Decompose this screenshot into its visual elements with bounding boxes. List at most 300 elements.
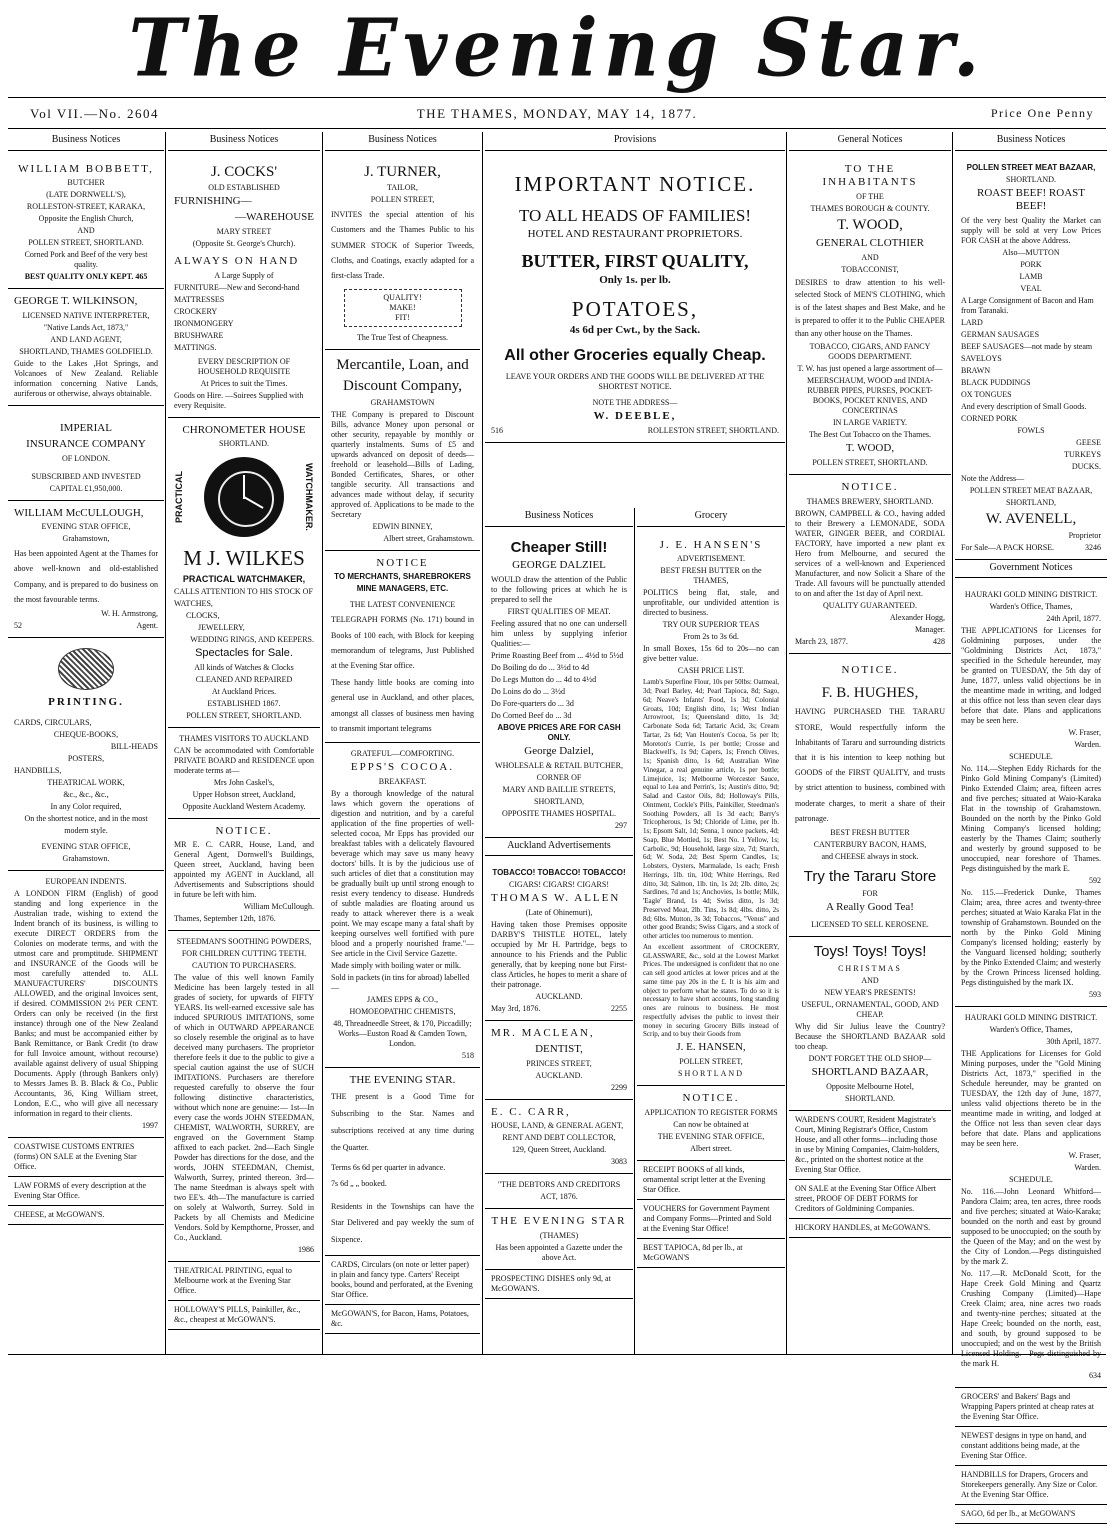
ad-title: NOTICE. xyxy=(841,663,899,676)
ad-title: NOTICE. xyxy=(682,1091,740,1104)
column-4b xyxy=(637,508,785,1354)
mccullough-ad xyxy=(8,501,164,639)
telegraph-notice xyxy=(325,551,480,743)
ad-text: BILL-HEADS xyxy=(110,741,158,751)
column-divider xyxy=(165,132,166,1354)
hughes-notice xyxy=(789,654,951,938)
ad-text: Can now be obtained at xyxy=(673,1119,749,1129)
ad-text: No. 114.—Stephen Eddy Richards for the Pinko Gold Mining Company's (Limited) Pinko Extended Claim; area, fifteen acres and five perches; situated at Waio-Karaka Flat in the township of Grahamstown. Bounded on the north by the Pinko Gold Mining Company's licensed holding; easterly by the Thames Claim; southerly and westerly by ground supposed to be unoccupied, near foreshore of Thames. Pegs distinguished by the mark E. xyxy=(961,764,1101,874)
ad-text: AND LAND AGENT, xyxy=(50,335,122,344)
sago-ad: SAGO, 6d per lb., at McGOWAN'S xyxy=(955,1505,1107,1524)
ad-text: An excellent assortment of CROCKERY, GLASSWARE, &c., sold at the Lowest Market Prices. The undersigned is confident that no one can sell good articles at lower prices and at the same time pay 20s in the £. It is his aim and object to perform what he states. To do so it is necessary to have short accounts, long standing ones are ruinous to business. He most respectfully advises the public to invest their money in securing Grocery Bills instead of Scrip, and to buy their Goods from xyxy=(643,942,779,1039)
ad-text: ESTABLISHED 1867. xyxy=(207,698,281,708)
ad-text: 1986 xyxy=(298,1245,314,1255)
ad-text: CAUTION TO PURCHASERS. xyxy=(192,961,296,971)
ad-text: modern style. xyxy=(64,825,108,835)
avenell-ad xyxy=(955,157,1107,560)
ad-text: SHORTLAND. xyxy=(1006,174,1056,184)
ad-text: Feeling assured that no one can undersell him unless by supplying inferior Qualities:— xyxy=(491,619,627,648)
column-divider xyxy=(786,132,787,1354)
ad-text: MARY STREET xyxy=(216,226,272,236)
list-item: LAMB xyxy=(1019,272,1043,281)
ad-text: CIGARS! CIGARS! CIGARS! xyxy=(508,880,609,890)
ad-text: BUTTER, FIRST QUALITY, xyxy=(521,250,749,271)
ad-title: IMPERIAL xyxy=(60,422,112,434)
ad-text: CHEQUE-BOOKS, xyxy=(53,729,119,739)
ad-text: Why did Sir Julius leave the Country? Because the SHORTLAND BAZAAR sold too cheap. xyxy=(795,1022,945,1052)
ad-text: T. WOOD, xyxy=(837,217,903,233)
ad-text: CORNER OF xyxy=(536,772,582,782)
ad-text: TRY OUR SUPERIOR TEAS xyxy=(662,620,760,630)
ad-text: TOBACCO, CIGARS, AND FANCY GOODS DEPARTMENT. xyxy=(809,342,931,362)
ad-text: FIRST QUALITIES OF MEAT. xyxy=(507,607,611,616)
ad-text: 129, Queen Street, Auckland. xyxy=(511,1145,607,1155)
price-row: Do Fore-quarters do ... 3d xyxy=(491,699,574,708)
ad-text: In small Boxes, 15s 6d to 20s—no can give better value. xyxy=(643,644,779,664)
column-divider xyxy=(952,132,953,1354)
ad-text: Warden. xyxy=(1074,1163,1101,1173)
ad-text: TO MERCHANTS, SHAREBROKERS xyxy=(334,572,471,582)
ad-text: "THE DEBTORS AND CREDITORS xyxy=(497,1180,621,1190)
column-heading: Auckland Advertisements xyxy=(485,838,633,857)
list-item: MATTRESSES xyxy=(174,294,225,304)
ad-text: "Native Lands Act, 1873," xyxy=(43,323,129,332)
ad-text: BREAKFAST. xyxy=(378,776,427,786)
ad-text: FOWLS xyxy=(1017,426,1045,435)
ad-text: 516 ROLLESTON STREET, SHORTLAND. xyxy=(491,425,779,435)
ad-text: TOBACCONIST, xyxy=(841,264,899,274)
hickory-ad: HICKORY HANDLES, at McGOWAN'S. xyxy=(789,1219,951,1238)
mercantile-ad xyxy=(325,350,480,551)
ad-text: SHORTLAND. xyxy=(219,439,269,449)
ad-text: ROAST BEEF! ROAST BEEF! xyxy=(977,186,1085,213)
ad-text: GRATEFUL—COMFORTING. xyxy=(350,748,455,758)
ad-text: EDWIN BINNEY, xyxy=(372,521,433,531)
ad-text: PRINCES STREET, xyxy=(526,1058,592,1068)
list-item: GERMAN SAUSAGES xyxy=(961,330,1040,339)
price-row: Do Corned Beef do ... 3d xyxy=(491,711,572,720)
column-divider xyxy=(482,132,483,1354)
ad-text: Corned Pork and Beef of the very best quality. xyxy=(24,250,148,270)
ad-text: Try the Tararu Store xyxy=(803,867,937,885)
ad-text: GENERAL CLOTHIER xyxy=(815,236,925,249)
column-heading: Grocery xyxy=(637,508,785,527)
ad-text: GEESE xyxy=(1076,438,1101,447)
quality-box: QUALITY! MAKE! FIT! xyxy=(344,289,462,327)
hauraki-notice-1 xyxy=(955,584,1107,1007)
ad-text: MEERSCHAUM, WOOD and INDIA-RUBBER PIPES, PURSES, POCKET-BOOKS, POCKET KNIVES, AND CONCERTINAS xyxy=(806,376,934,416)
holloway-ad: HOLLOWAY'S PILLS, Painkiller, &c., &c., cheapest at McGOWAN'S. xyxy=(168,1301,320,1330)
ad-title: NOTICE. xyxy=(841,481,899,494)
ad-text: IN LARGE VARIETY. xyxy=(832,418,907,428)
ad-title: POLLEN STREET MEAT BAZAAR, xyxy=(966,162,1096,172)
ad-text: FOR CHILDREN CUTTING TEETH. xyxy=(181,949,307,959)
ad-text: GRAHAMSTOWN xyxy=(370,397,435,407)
column-5 xyxy=(789,132,951,1352)
ad-text: 634 xyxy=(1089,1371,1101,1381)
ad-text: Manager. xyxy=(915,624,945,634)
ad-text: WOULD draw the attention of the Public to the following prices at which he is prepared to sell the xyxy=(491,575,627,604)
column-heading: Government Notices xyxy=(955,560,1107,579)
ad-text: 1997 xyxy=(142,1120,158,1130)
ad-text: DON'T FORGET THE OLD SHOP— xyxy=(808,1054,932,1064)
ad-text: LICENSED TO SELL KEROSENE. xyxy=(811,920,929,930)
ad-text: THEATRICAL WORK, xyxy=(47,777,125,787)
ad-text: THE present is a Good Time for Subscribing to the Star. Names and subscriptions received at any time during the Quarter. xyxy=(331,1092,474,1152)
ad-text: SHORTLAND BAZAAR, xyxy=(811,1066,929,1079)
ad-text: Sold in packets (in tins for abroad) labelled— xyxy=(331,972,470,992)
ad-text: T. W. has just opened a large assortment of— xyxy=(797,364,943,374)
ad-text: J. E. HANSEN, xyxy=(676,1041,746,1053)
mcgowan-ad: McGOWAN'S, for Bacon, Hams, Potatoes, &c. xyxy=(325,1305,480,1334)
ad-text: FOR xyxy=(862,888,878,898)
ad-text: George Dalziel, xyxy=(524,745,594,757)
ad-text: DENTIST, xyxy=(535,1042,583,1055)
handbills-ad: HANDBILLS for Drapers, Grocers and Storekeepers generally. Any Size or Color. At the Evening Star Office. xyxy=(955,1466,1107,1505)
ad-text: HANDBILLS, xyxy=(14,765,62,775)
ad-text: 24th April, 1877. xyxy=(1046,614,1101,624)
list-item: BRUSHWARE xyxy=(174,330,224,340)
ad-text: Residents in the Townships can have the Star Delivered and pay weekly the sum of Sixpence. xyxy=(331,1201,474,1245)
ad-text: Has been appointed Agent at the Thames for above well-known and old-established Company, and is prepared to do business on the most favourable terms. xyxy=(14,549,158,604)
list-item: CROCKERY xyxy=(174,306,218,316)
toys-ad xyxy=(789,937,951,1111)
gazette-ad xyxy=(485,1209,633,1270)
maclean-ad xyxy=(485,1021,633,1100)
ad-text: Upper Hobson street, Auckland, xyxy=(192,789,296,799)
ad-text: NEW YEAR'S PRESENTS! xyxy=(824,988,916,998)
column-heading: Provisions xyxy=(485,132,785,151)
ad-text: HOUSE, LAND, & GENERAL AGENT, xyxy=(491,1121,624,1131)
ad-text: THOMAS W. ALLEN xyxy=(491,892,621,905)
ad-text: —WAREHOUSE xyxy=(235,211,314,223)
ad-text: W. AVENELL, xyxy=(985,511,1077,527)
ad-text: BROWN, CAMPBELL & CO., having added to their Brewery a LEMONADE, SODA WATER, GINGER BEER, and CORDIAL FACTORY, have imported a new plant ex Hero from Melbourne, and secured the services of a well-known and Experienced Manufacturer, and now Solicit a Share of the Trade. All favours will be punctually attended to on and after the 1st day of April next. xyxy=(795,508,945,598)
ad-text: INVITES the special attention of his Customers and the Thames Public to his SUMMER STOCK of Superior Tweeds, Cloths, and Coatings, exactly adapted for a first-class Trade. xyxy=(331,210,474,280)
column-heading: Business Notices xyxy=(168,132,320,151)
ad-text: 3083 xyxy=(611,1157,627,1167)
ad-text: BEST FRESH BUTTER on the THAMES, xyxy=(660,566,762,586)
ad-text: ALWAYS ON HAND xyxy=(174,254,300,267)
ad-text: No. 116.—John Leonard Whitford—Pandora Claim; area, ten acres, three roods and five perches; situated at Waio-Karaka; bounded on the north and east by ground supposed to be unoccupied; on the south by the Queen of the May; and on the west by the City of London.—Pegs distinguished by the mark Z. xyxy=(961,1187,1101,1267)
price-row: Do Loins do do ... 3½d xyxy=(491,687,565,696)
ad-title: THE EVENING STAR. xyxy=(349,1073,456,1086)
ad-text: Of the very best Quality the Market can supply will be sold at very Low Prices FOR CASH at the above Address. xyxy=(961,216,1101,245)
ad-title: WILLIAM McCULLOUGH, xyxy=(14,506,144,519)
ad-text: THE Company is prepared to Discount Bills, advance Money upon personal or other security, repayable by monthly or quarterly instalments. Sums of £5 and upwards advanced on deposit of deeds—freehold or leasehold—Bills of Lading, Bonded Certificates, Shares, or other tangible security. All transactions and advances made without delay, if security approved of. Applications to be made to the Secretary xyxy=(331,409,474,519)
newspaper-title: The Evening Star. xyxy=(128,0,986,95)
ad-text: OLD ESTABLISHED xyxy=(208,183,280,193)
ad-text: CHRISTMAS xyxy=(838,964,902,974)
column-6 xyxy=(955,132,1107,1519)
warden-forms-ad: WARDEN'S COURT, Resident Magistrate's Court, Mining Registrar's Office, Custom House, and all other forms—including those in use by Mining Companies, Claim-holders, &c., printed on the shortest notice at the Evening Star Office. xyxy=(789,1111,951,1180)
star-emblem-icon xyxy=(58,648,114,690)
ad-text: TELEGRAPH FORMS (No. 171) bound in Books of 100 each, with Block for keeping memorandum of telegrams, Just Published at the Evening Star office. xyxy=(331,615,474,670)
ad-text: EVERY DESCRIPTION OF HOUSEHOLD REQUISITE xyxy=(197,356,291,376)
ad-text: CLEANED AND REPAIRED xyxy=(195,674,293,684)
ad-title: EPPS'S COCOA. xyxy=(350,760,455,773)
ad-text: HOTEL AND RESTAURANT PROPRIETORS. xyxy=(527,228,743,240)
ad-text: 52 Agent. xyxy=(14,621,158,630)
wood-ad xyxy=(789,157,951,476)
ad-text: TURKEYS xyxy=(1064,450,1101,459)
ad-title: TO THE INHABITANTS xyxy=(822,162,918,189)
ad-text: APPLICATION TO REGISTER FORMS xyxy=(644,1107,778,1117)
ad-title: E. C. CARR, xyxy=(491,1105,571,1118)
ad-title: NOTICE. xyxy=(215,824,273,837)
ad-title: Toys! Toys! Toys! xyxy=(813,943,927,961)
ad-text: OF LONDON. xyxy=(62,453,110,463)
ad-text: These handy little books are coming into general use in Auckland, and other places, amongst all classes of business men having to transmit important telegrams xyxy=(331,678,474,733)
steedman-ad xyxy=(168,931,320,1262)
ad-title: WILLIAM BOBBETT, xyxy=(18,162,154,175)
ad-text: May 3rd, 1876. 2255 xyxy=(491,1004,627,1013)
ad-title: STEEDMAN'S SOOTHING POWDERS, xyxy=(176,937,312,947)
ad-text: 297 xyxy=(615,820,627,830)
ad-text: And every description of Small Goods. xyxy=(961,402,1087,411)
ad-text: BEST QUALITY ONLY KEPT. 465 xyxy=(24,272,148,282)
price-row: Prime Roasting Beef from ... 4½d to 5½d xyxy=(491,651,624,660)
ad-text: CALLS ATTENTION TO HIS STOCK OF xyxy=(174,586,313,596)
ad-text: At Auckland Prices. xyxy=(211,686,277,696)
ad-text: W. Fraser, xyxy=(1068,728,1101,738)
ad-title: NOTICE xyxy=(376,556,429,569)
ad-text: SHORTLAND, xyxy=(534,796,584,806)
ad-text: A Really Good Tea! xyxy=(826,900,914,913)
receipt-ad: RECEIPT BOOKS of all kinds, ornamental script letter at the Evening Star Office. xyxy=(637,1161,785,1200)
ad-text: Warden. xyxy=(1074,740,1101,750)
lawforms-ad: LAW FORMS of every description at the Evening Star Office. xyxy=(8,1177,164,1206)
ad-text: ROLLESTON-STREET, KARAKA, xyxy=(26,202,146,212)
ad-text: POTATOES, xyxy=(571,297,699,321)
ad-text: On the shortest notice, and in the most xyxy=(24,813,148,823)
ad-text: AND xyxy=(861,976,879,986)
ad-text: Warden's Office, Thames, xyxy=(989,602,1073,612)
ad-text: At Prices to suit the Times. xyxy=(200,378,288,388)
ad-text: HAVING PURCHASED THE TARARU STORE, Would respectfully inform the Inhabitants of Tararu and surrounding districts that it is his intention to keep nothing but GOODS of the FIRST QUALITY, and trusts by strict attention to business, combined with moderate charges, to merit a share of their patronage. xyxy=(795,707,945,823)
column-4-top xyxy=(485,132,785,508)
ad-text: Proprietor xyxy=(1068,530,1101,540)
ad-text: MR E. C. CARR, House, Land, and General Agent, Dornwell's Buildings, Queen street, Auckland, having been appointed my AGENT in Auckland, all Advertisements and Subscriptions should in future be left with him. xyxy=(174,840,314,900)
ad-text: Has been appointed a Gazette under the above Act. xyxy=(495,1243,623,1262)
price-row: Do Legs Mutton do ... 4d to 4½d xyxy=(491,675,597,684)
ad-text: JAMES EPPS & CO., xyxy=(367,994,438,1004)
theatrical-ad: THEATRICAL PRINTING, equal to Melbourne work at the Evening Star Office. xyxy=(168,1262,320,1301)
column-divider xyxy=(634,508,635,1354)
ad-text: CORNED PORK xyxy=(961,414,1018,423)
ad-text: 4s 6d per Cwt., by the Sack. xyxy=(569,324,701,337)
ad-text: Grahamstown. xyxy=(62,853,110,863)
ad-text: All kinds of Watches & Clocks xyxy=(194,662,294,672)
ad-text: THAMES BOROUGH & COUNTY. xyxy=(810,204,930,213)
ad-text: POLLEN STREET, xyxy=(370,195,435,205)
ad-title: INSURANCE COMPANY xyxy=(26,437,146,450)
ad-text: POLITICS being flat, stale, and unprofitable, our undivided attention is directed to business. xyxy=(643,588,779,618)
ad-text: NOTE THE ADDRESS— xyxy=(592,398,678,407)
ad-text: PRACTICAL xyxy=(174,471,184,524)
ad-text: JEWELLERY, xyxy=(198,622,245,632)
printing-ad xyxy=(8,638,164,871)
ad-text: MINE MANAGERS, ETC. xyxy=(356,584,449,594)
ad-text: CASH PRICE LIST. xyxy=(677,666,745,676)
ad-text: POLLEN STREET MEAT BAZAAR, xyxy=(969,486,1093,495)
ad-text: W. DEEBLE, xyxy=(593,410,677,422)
allen-ad xyxy=(485,862,633,1021)
ad-text: LEAVE YOUR ORDERS AND THE GOODS WILL BE DELIVERED AT THE SHORTEST NOTICE. xyxy=(505,372,765,391)
ad-title: J. E. HANSEN'S xyxy=(659,538,763,551)
dalziel-ad xyxy=(485,533,633,838)
column-heading: Business Notices xyxy=(955,132,1107,151)
wilkinson-ad xyxy=(8,289,164,406)
ad-text: RENT AND DEBT COLLECTOR, xyxy=(502,1133,616,1143)
ad-text: WATCHMAKER. xyxy=(304,463,314,532)
cocks-ad xyxy=(168,157,320,418)
ad-title: EUROPEAN INDENTS. xyxy=(45,876,127,886)
ad-text: Having taken those Premises opposite DARBY'S THISTLE HOTEL, lately occupied by Mr H. Partridge, begs to announce to his Friends and the Public generally, that by keeping none but First-class Articles, he hopes to merit a share of their patronage. xyxy=(491,920,627,989)
ad-text: BEST FRESH BUTTER xyxy=(830,827,910,837)
ad-text: Mrs John Caskel's, xyxy=(213,777,275,787)
hauraki-notice-2 xyxy=(955,1007,1107,1388)
indents-ad xyxy=(8,871,164,1138)
ad-title: THAMES VISITORS TO AUCKLAND xyxy=(179,733,309,743)
masthead xyxy=(0,0,1114,95)
column-heading: Business Notices xyxy=(325,132,480,151)
ad-text: The True Test of Cheapness. xyxy=(356,333,449,343)
deeble-ad xyxy=(485,157,785,443)
ad-text: SHORTLAND, xyxy=(1006,498,1056,507)
ad-text: (Opposite St. George's Church). xyxy=(192,238,296,248)
ad-text: BUTCHER xyxy=(67,178,105,188)
ad-text: Spectacles for Sale. xyxy=(195,646,293,659)
ad-text: Only 1s. per lb. xyxy=(599,274,671,287)
ad-text: All other Groceries equally Cheap. xyxy=(504,347,766,364)
ad-text: SCHEDULE. xyxy=(1009,1175,1053,1185)
ad-text: Terms 6s 6d per quarter in advance. xyxy=(331,1162,446,1172)
ad-text: WEDDING RINGS, AND KEEPERS. xyxy=(190,634,314,644)
ad-title: HAURAKI GOLD MINING DISTRICT. xyxy=(964,590,1098,600)
ad-title: M J. WILKES xyxy=(183,546,305,571)
ad-text: 7s 6d „ „ booked. xyxy=(331,1178,387,1188)
ad-text: THE Applications for Licenses for Gold Mining purposes, under the "Gold Mining Districts Act, 1873," specified in the Schedule hereunder, may be granted on TUESDAY, the 12th day of June, 1877, unless valid objections thereto be in the meantime made in writing, and lodged at the Office not less than seven clear days before that date. Plans and applications may be seen here. xyxy=(961,1049,1101,1149)
register-notice xyxy=(637,1086,785,1161)
ad-text: QUALITY GUARANTEED. xyxy=(823,600,917,610)
designs-ad: NEWEST designs in type on hand, and constant additions being made, at the Evening Star Office. xyxy=(955,1427,1107,1466)
ad-text: POSTERS, xyxy=(67,753,105,763)
ad-text: Opposite Auckland Western Academy. xyxy=(182,801,306,811)
list-item: VEAL xyxy=(1020,284,1042,293)
ad-text: USEFUL, ORNAMENTAL, GOOD, AND CHEAP. xyxy=(801,1000,939,1020)
price: Price One Penny xyxy=(990,106,1094,120)
ad-text: March 23, 1877. 428 xyxy=(795,636,945,646)
ad-text: Albert street, Grahamstown. xyxy=(383,533,474,543)
ad-text: OPPOSITE THAMES HOSPITAL. xyxy=(501,808,617,818)
ad-text: Made simply with boiling water or milk. xyxy=(331,960,461,970)
ad-text: CAN be accommodated with Comfortable PRIVATE BOARD and RESIDENCE upon moderate terms at— xyxy=(174,745,314,775)
ad-text: POLLEN STREET, SHORTLAND. xyxy=(186,710,302,720)
grocers-bags-ad: GROCERS' and Bakers' Bags and Wrapping Papers printed at cheap rates at the Evening Star Office. xyxy=(955,1388,1107,1427)
ad-text: THE LATEST CONVENIENCE xyxy=(349,600,456,610)
ad-text: TO ALL HEADS OF FAMILIES! xyxy=(518,205,752,225)
ad-text: and CHEESE always in stock. xyxy=(821,851,919,861)
ad-text: 48, Threadneedle Street, & 170, Piccadilly; Works—Euston Road & Camden Town, London. xyxy=(333,1018,472,1048)
ad-text: POLLEN STREET, SHORTLAND. xyxy=(812,458,928,468)
ad-title: CHRONOMETER HOUSE xyxy=(182,423,306,436)
ad-text: THE APPLICATIONS for Licenses for Goldmining purposes, under the "Goldmining Districts Act, 1873," specified in the Schedule hereunder, may be granted on TUESDAY, the 5th day of June, 1877, unless valid objections be in the meantime made in writing, and lodged at this office not less than seven clear days before that date. Plans and applications may be seen here. xyxy=(961,626,1101,726)
imperial-ad xyxy=(8,406,164,501)
masthead-rule xyxy=(8,97,1106,98)
ad-text: Guide to the Lakes ,Hot Springs, and Volcanoes of New Zealand. Reliable information concerning Native Lands, auriferous or otherwise, always obtainable. xyxy=(14,359,158,398)
clock-icon xyxy=(204,457,284,537)
list-item: LARD xyxy=(961,318,983,327)
ad-text: DESIRES to draw attention to his well-selected Stock of MEN'S CLOTHING, which is of the latest shapes and Best Make, and he is prepared to offer it to the Public CHEAPER than any other house on the Thames. xyxy=(795,277,945,338)
ad-text: For Sale—A PACK HORSE. 3246 xyxy=(961,542,1101,552)
ad-title: Mercantile, Loan, and xyxy=(336,357,469,374)
list-item: PORK xyxy=(1020,260,1042,269)
ad-title: Discount Company, xyxy=(342,377,463,394)
ad-text: GEORGE DALZIEL xyxy=(512,559,606,572)
ad-text: Opposite the English Church, xyxy=(38,214,134,224)
visitors-ad xyxy=(168,728,320,819)
ad-text: (THAMES) xyxy=(539,1231,579,1240)
ad-text: 30th April, 1877. xyxy=(1046,1037,1101,1047)
turner-ad xyxy=(325,157,480,351)
ad-text: 2299 xyxy=(611,1082,627,1092)
ad-text: DUCKS. xyxy=(1071,462,1101,471)
ad-text: The Best Cut Tobacco on the Thames. xyxy=(808,430,931,440)
column-4a xyxy=(485,508,633,1354)
tapioca-ad: BEST TAPIOCA, 8d per lb., at McGOWAN'S xyxy=(637,1239,785,1268)
ad-text: SUBSCRIBED AND INVESTED xyxy=(31,471,141,481)
ad-text: Also—MUTTON xyxy=(1002,248,1060,257)
ad-text: EVENING STAR OFFICE, xyxy=(41,522,131,532)
proof-of-debt-ad: ON SALE at the Evening Star Office Albert street, PROOF OF DEBT FORMS for Creditors of Goldmining Companies. xyxy=(789,1180,951,1219)
ad-text: W. H. Armstrong, xyxy=(101,609,158,618)
vouchers-ad: VOUCHERS for Government Payment and Company Forms—Printed and Sold at the Evening Star Office! xyxy=(637,1200,785,1239)
ad-text: William McCullough. xyxy=(243,902,314,912)
ad-text: SCHEDULE. xyxy=(1009,752,1053,762)
ad-text: Opposite Melbourne Hotel, xyxy=(826,1081,914,1091)
ad-text: MARY AND BAILLIE STREETS, xyxy=(502,784,616,794)
ad-title: HAURAKI GOLD MINING DISTRICT. xyxy=(964,1013,1098,1023)
ad-text: TAILOR, xyxy=(387,183,418,193)
coastwise-ad: COASTWISE CUSTOMS ENTRIES (forms) ON SALE at the Evening Star Office. xyxy=(8,1138,164,1177)
ad-text: CARDS, CIRCULARS, xyxy=(14,717,92,727)
ad-text: CANTERBURY BACON, HAMS, xyxy=(813,839,927,849)
ad-text: A LONDON FIRM (English) of good standing and long experience in the Australian trade, wishing to extend the Indent branch of its business, is willing to execute DIRECT ORDERS from the Colonies on moderate terms, and with the utmost care and promptitude. SHIPMENT and INSURANCE of the Goods will be most carefully attended to. ALL MANUFACTURERS' DISCOUNTS ALLOWED, and the original Invoices sent, if desired. COMMISSION 2½ PER CENT. Orders can only be received (in the first instance) through one of the New Zealand Banks; and must be accompanied either by Bank Remittance, or Bank Credit (to draw for full Invoice amount, without recourse) available against delivery of usual Shipping Documents. Apply (through Bankers only) to Messrs James B. B. Black & Co., Public Accountants, 36, King William street, London, E.C., who will give all necessary information in regard to their clients. xyxy=(14,888,158,1118)
ad-title: TOBACCO! TOBACCO! TOBACCO! xyxy=(492,868,626,878)
ad-text: SHORTLAND xyxy=(678,1068,744,1078)
ad-text: Note the Address— xyxy=(961,474,1025,483)
ad-text: ADVERTISEMENT. xyxy=(676,554,746,564)
ad-text: THE EVENING STAR OFFICE, xyxy=(657,1131,765,1141)
ad-text: POLLEN STREET, SHORTLAND. xyxy=(28,238,144,248)
list-item: BLACK PUDDINGS xyxy=(961,378,1031,387)
price-row: Do Boiling do do ... 3½d to 4d xyxy=(491,663,590,672)
ad-text: EVENING STAR OFFICE, xyxy=(41,841,131,851)
ad-text: THAMES BREWERY, SHORTLAND. xyxy=(806,496,934,506)
ad-text: POLLEN STREET, xyxy=(679,1056,743,1066)
list-item: FURNITURE—New and Second-hand xyxy=(174,282,300,292)
ad-text: F. B. HUGHES, xyxy=(821,684,919,701)
ad-text: (LATE DORNWELL'S), xyxy=(46,190,126,200)
bottom-rule xyxy=(8,1354,1106,1355)
ad-text: &c., &c., &c., xyxy=(63,789,109,799)
ad-text: 593 xyxy=(1089,990,1101,1000)
ad-title: MR. MACLEAN, xyxy=(491,1027,595,1039)
hansen-ad xyxy=(637,533,785,1086)
ad-text: FURNISHING— xyxy=(174,195,252,208)
ad-title: IMPORTANT NOTICE. xyxy=(514,171,756,196)
